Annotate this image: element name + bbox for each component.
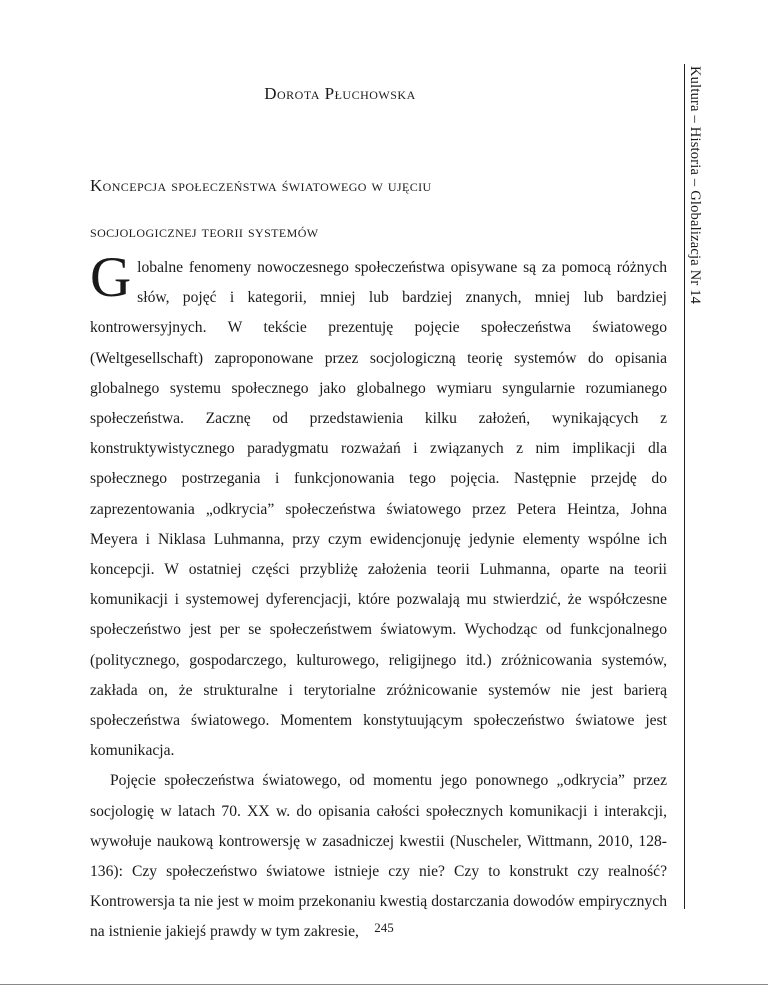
paragraph-2: Pojęcie społeczeństwa światowego, od momentu jego ponownego „odkrycia” przez socjologię w latach 70. XX w. do opisania całości społecznych komunikacji i interakcji, wywołuje naukową kontrowersję w zasadniczej kwestii (Nuscheler, Wittmann, 2010, 128-136): Czy społeczeństwo światowe istnieje czy nie? Czy to konstrukt czy realność? Kontrowersja ta nie jest w moim przekonaniu kwestią dostarczania dowodów empirycznych na istnienie jakiejś prawdy w tym zakresie,	[90, 772, 667, 941]
paragraph-1-text: lobalne fenomeny nowoczesnego społeczeństwa opisywane są za pomocą różnych słów, pojęć i kategorii, mniej lub bardziej znanych, mniej lub bardziej kontrowersyjnych. W tekście prezentuję pojęcie społeczeństwa światowego (Weltgesellschaft) zaproponowane przez socjologiczną teorię systemów do opisania globalnego systemu społecznego jako globalnego wymiaru syngularnie rozumianego społeczeństwa. Zacznę od przedstawienia kilku założeń, wynikających z konstruktywistycznego paradygmatu rozważań i związanych z nim implikacji dla społecznego postrzegania i funkcjonowania tego pojęcia. Następnie przejdę do zaprezentowania „odkrycia” społeczeństwa światowego przez Petera Heintza, Johna Meyera i Niklasa Luhmanna, przy czym ewidencjonuję jedynie elementy wspólne ich koncepcji. W ostatniej części przybliżę założenia teorii Luhmanna, oparte na teorii komunikacji i systemowej dyferencjacji, które pozwalają mu stwierdzić, że współczesne społeczeństwo jest per se społeczeństwem światowym. Wychodząc od funkcjonalnego (politycznego, gospodarczego, kulturowego, religijnego itd.) zróżnicowania systemów, zakłada on, że strukturalne i terytorialne zróżnicowanie systemów nie jest barierą społeczeństwa światowego. Momentem konstytuującym społeczeństwo światowe jest komunikacja.	[90, 259, 667, 760]
title-line-1: Koncepcja społeczeństwa światowego w ujęciu	[90, 176, 432, 195]
paragraph-1	[90, 246, 667, 766]
author-name: Dorota Płuchowska	[264, 84, 416, 103]
sidebar-rule	[684, 64, 685, 909]
article-title	[90, 163, 670, 255]
article-body	[90, 246, 667, 948]
drop-cap: G	[90, 246, 132, 309]
title-line-2: socjologicznej teorii systemów	[90, 222, 319, 241]
page-number: 245	[374, 920, 394, 935]
bottom-divider	[0, 984, 768, 985]
